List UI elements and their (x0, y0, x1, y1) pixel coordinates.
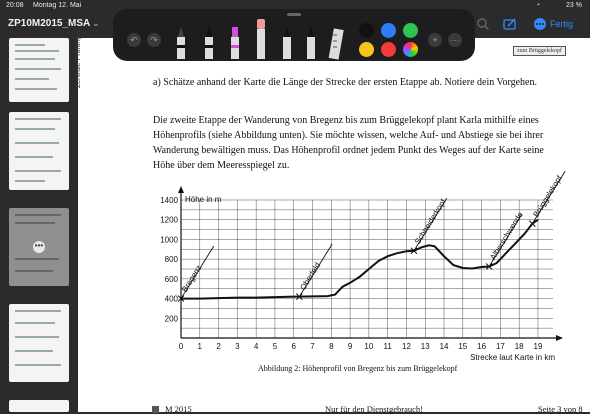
highlighter-tool-icon[interactable] (229, 25, 241, 59)
x-tick-label: 7 (310, 342, 315, 351)
status-time: 20:08 (6, 2, 24, 9)
place-label: Oberfeld (298, 260, 323, 292)
eraser-tool-icon[interactable] (255, 17, 267, 59)
x-tick-label: 10 (364, 342, 374, 351)
place-label: Schneiderkopf (413, 197, 448, 246)
x-tick-label: 0 (178, 342, 184, 351)
page-thumbnail-2[interactable] (9, 112, 69, 190)
redo-icon[interactable]: ↷ (147, 33, 161, 47)
marker-tool-icon[interactable] (203, 25, 215, 59)
x-tick-label: 11 (383, 342, 392, 351)
figure-caption: Abbildung 2: Höhenprofil von Bregenz bis zum Brüggelekopf (258, 364, 458, 373)
x-tick-label: 15 (458, 342, 468, 351)
x-tick-label: 16 (477, 342, 487, 351)
x-tick-label: 3 (235, 342, 240, 351)
undo-icon[interactable]: ↶ (127, 33, 141, 47)
y-axis-label: Höhe in m (185, 195, 222, 204)
x-tick-label: 8 (329, 342, 334, 351)
more-options-icon[interactable]: ••• (33, 241, 45, 253)
color-swatch[interactable] (381, 42, 396, 57)
toolbar-drag-handle[interactable] (287, 13, 301, 16)
x-tick-label: 13 (420, 342, 430, 351)
y-tick-label: 200 (164, 314, 178, 324)
y-tick-label: 1400 (160, 196, 178, 205)
color-swatch[interactable] (359, 23, 374, 38)
elevation-profile-chart (148, 173, 568, 362)
paragraph-line: Die zweite Etappe der Wanderung von Bregenz bis zum Brüggelekopf plant Karla mithilfe eines (153, 115, 539, 126)
more-options-icon[interactable] (533, 17, 547, 31)
x-tick-label: 18 (514, 342, 524, 351)
place-label: Bregenz (180, 263, 204, 294)
markup-toolbar (113, 9, 475, 61)
page-thumbnail-5[interactable] (9, 400, 69, 412)
page-thumbnail-sidebar (0, 38, 78, 412)
x-axis-arrow (556, 335, 563, 341)
place-label: Brüggelekopf (531, 173, 565, 219)
y-tick-label: 600 (164, 274, 178, 284)
page-thumbnail-4[interactable] (9, 304, 69, 382)
x-tick-label: 5 (272, 342, 278, 351)
paragraph-line: Höhe über dem Meeresspiegel zu. (153, 160, 290, 171)
side-label: Zentrale Prüfungen (75, 28, 82, 88)
pencil-tool-icon[interactable] (281, 25, 293, 59)
search-icon[interactable] (476, 17, 490, 31)
x-axis-label: Strecke laut Karte in km (470, 353, 555, 362)
x-tick-label: 17 (495, 342, 505, 351)
x-tick-label: 12 (402, 342, 411, 351)
y-tick-label: 400 (164, 294, 178, 304)
footer-square (152, 406, 159, 413)
color-swatch[interactable] (403, 23, 418, 38)
x-tick-label: 1 (197, 342, 203, 351)
fountain-pen-tool-icon[interactable] (305, 25, 317, 59)
x-tick-label: 9 (347, 342, 353, 351)
y-axis-arrow (178, 186, 184, 193)
color-picker-swatch[interactable] (403, 42, 418, 57)
footer-left: M 2015 (165, 404, 192, 414)
document-title[interactable]: ZP10M2015_MSA (8, 18, 91, 29)
wifi-icon: ◔ (535, 2, 540, 9)
ruler-tool-icon[interactable] (329, 25, 343, 59)
paragraph-line: Wanderung bewältigen muss. Das Höhenprofil ordnet jedem Punkt des Weges auf der Karte seine (153, 145, 544, 156)
x-tick-label: 6 (291, 342, 296, 351)
header-map-fragment: zum Brüggelekopf (513, 46, 566, 56)
x-tick-label: 14 (439, 342, 449, 351)
toolbar-more-icon[interactable]: ⋯ (448, 33, 462, 47)
paragraph-line: Höhenprofils (siehe Abbildung unten). Sie möchte wissen, welche Auf- und Abstiege sie bei ihrer (153, 130, 544, 141)
battery-indicator: 23 % (566, 2, 582, 9)
add-tool-icon[interactable]: + (428, 33, 442, 47)
task-a-text: a) Schätze anhand der Karte die Länge der Strecke der ersten Etappe ab. Notiere dein Vorgehen. (153, 77, 537, 88)
y-tick-label: 800 (164, 255, 178, 265)
x-tick-label: 2 (216, 342, 221, 351)
page-thumbnail-1[interactable] (9, 38, 69, 102)
y-tick-label: 1200 (160, 215, 178, 225)
chevron-down-icon[interactable]: ⌄ (92, 18, 100, 28)
done-button[interactable]: Fertig (550, 19, 574, 29)
footer-center: Nur für den Dienstgebrauch! (325, 404, 423, 414)
task-paragraph (153, 113, 576, 173)
page-thumbnail-3[interactable] (9, 208, 69, 286)
color-swatch[interactable] (381, 23, 396, 38)
place-label: Alberschwende (488, 210, 525, 262)
x-tick-label: 19 (533, 342, 543, 351)
color-swatch[interactable] (359, 42, 374, 57)
footer-right: Seite 3 von 8 (538, 404, 583, 414)
status-date: Montag 12. Mai (33, 2, 82, 9)
pen-tool-icon[interactable] (175, 25, 187, 59)
pdf-page (75, 28, 590, 414)
x-tick-label: 4 (253, 342, 259, 351)
markup-icon[interactable] (503, 17, 517, 31)
y-tick-label: 1000 (160, 235, 178, 245)
